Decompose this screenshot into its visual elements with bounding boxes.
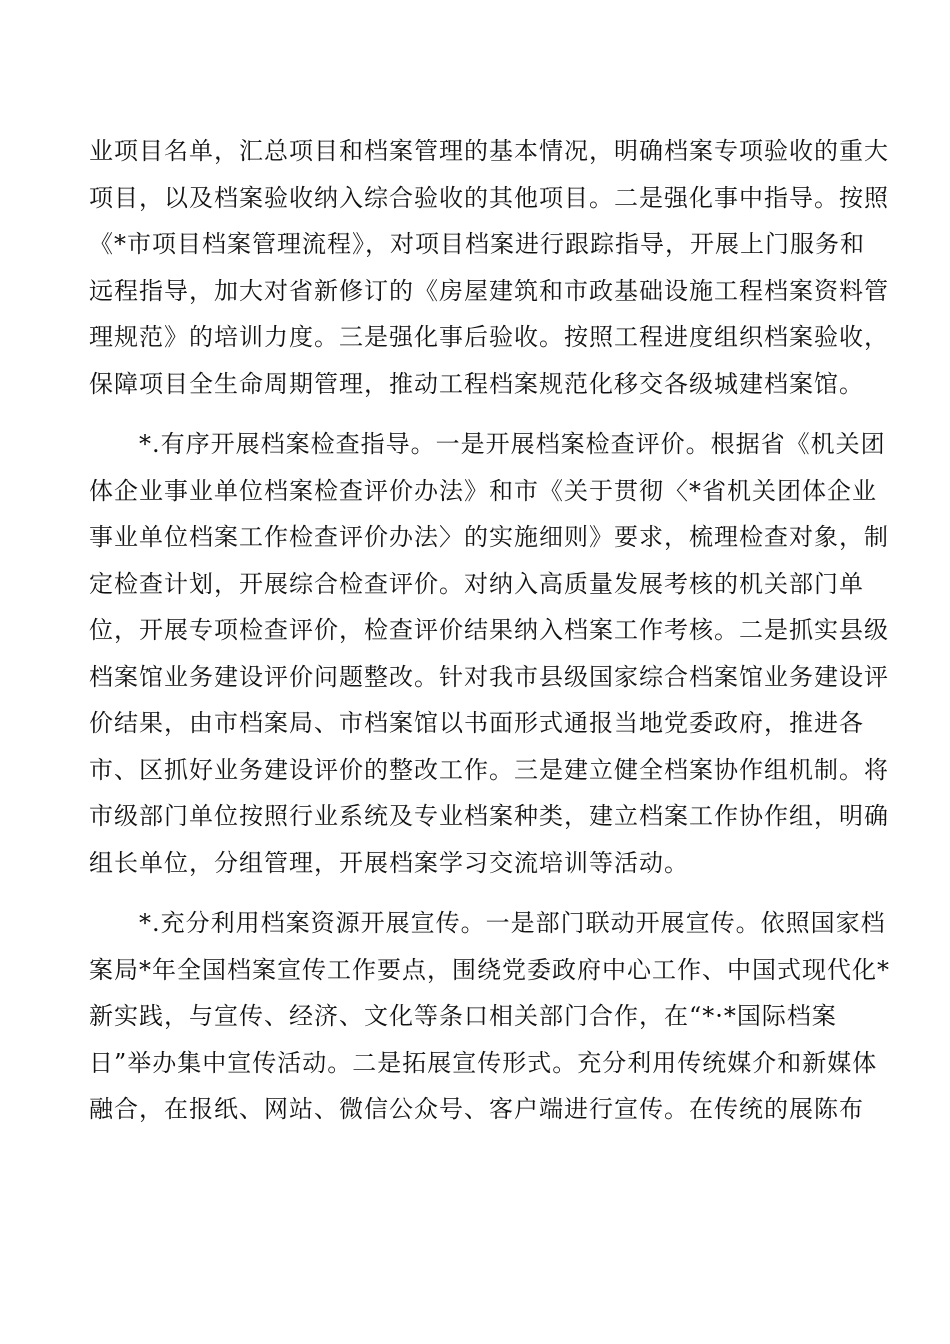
text-line: 日”举办集中宣传活动。二是拓展宣传形式。充分利用传统媒介和新媒体	[89, 1048, 878, 1077]
paragraph-1	[89, 128, 889, 407]
text-line: 业项目名单，汇总项目和档案管理的基本情况，明确档案专项验收的重大	[89, 137, 889, 165]
text-line: 组长单位，分组管理，开展档案学习交流培训等活动。	[89, 848, 689, 877]
text-line: 体企业事业单位档案检查评价办法》和市《关于贯彻〈*省机关团体企业	[89, 476, 877, 505]
paragraph-3	[89, 900, 890, 1133]
document-body	[89, 128, 890, 1133]
text-line: 《*市项目档案管理流程》，对项目档案进行跟踪指导，开展上门服务和	[89, 230, 865, 258]
text-line: 市、区抓好业务建设评价的整改工作。三是建立健全档案协作组机制。将	[89, 755, 889, 784]
text-line: 档案馆业务建设评价问题整改。针对我市县级国家综合档案馆业务建设评	[89, 662, 889, 691]
text-line: *.充分利用档案资源开展宣传。一是部门联动开展宣传。依照国家档	[139, 909, 886, 937]
text-line: 融合，在报纸、网站、微信公众号、客户端进行宣传。在传统的展陈布	[89, 1095, 864, 1123]
text-line: 案局*年全国档案宣传工作要点，围绕党委政府中心工作、中国式现代化*	[89, 955, 890, 984]
text-line: 新实践，与宣传、经济、文化等条口相关部门合作，在“*·*国际档案	[89, 1002, 837, 1030]
text-line: 市级部门单位按照行业系统及专业档案种类，建立档案工作协作组，明确	[89, 802, 889, 830]
text-line: 定检查计划，开展综合检查评价。对纳入高质量发展考核的机关部门单	[89, 569, 864, 598]
text-line: 事业单位档案工作检查评价办法〉的实施细则》要求，梳理检查对象，制	[89, 523, 889, 551]
text-line: *.有序开展档案检查指导。一是开展档案检查评价。根据省《机关团	[139, 430, 886, 458]
text-line: 项目，以及档案验收纳入综合验收的其他项目。二是强化事中指导。按照	[89, 183, 889, 212]
text-line: 理规范》的培训力度。三是强化事后验收。按照工程进度组织档案验收，	[89, 323, 889, 351]
text-line: 保障项目全生命周期管理，推动工程档案规范化移交各级城建档案馆。	[89, 369, 864, 398]
text-line: 价结果，由市档案局、市档案馆以书面形式通报当地党委政府，推进各	[89, 709, 864, 737]
text-line: 远程指导，加大对省新修订的《房屋建筑和市政基础设施工程档案资料管	[89, 276, 889, 305]
text-line: 位，开展专项检查评价，检查评价结果纳入档案工作考核。二是抓实县级	[89, 616, 889, 644]
paragraph-2	[89, 421, 889, 886]
